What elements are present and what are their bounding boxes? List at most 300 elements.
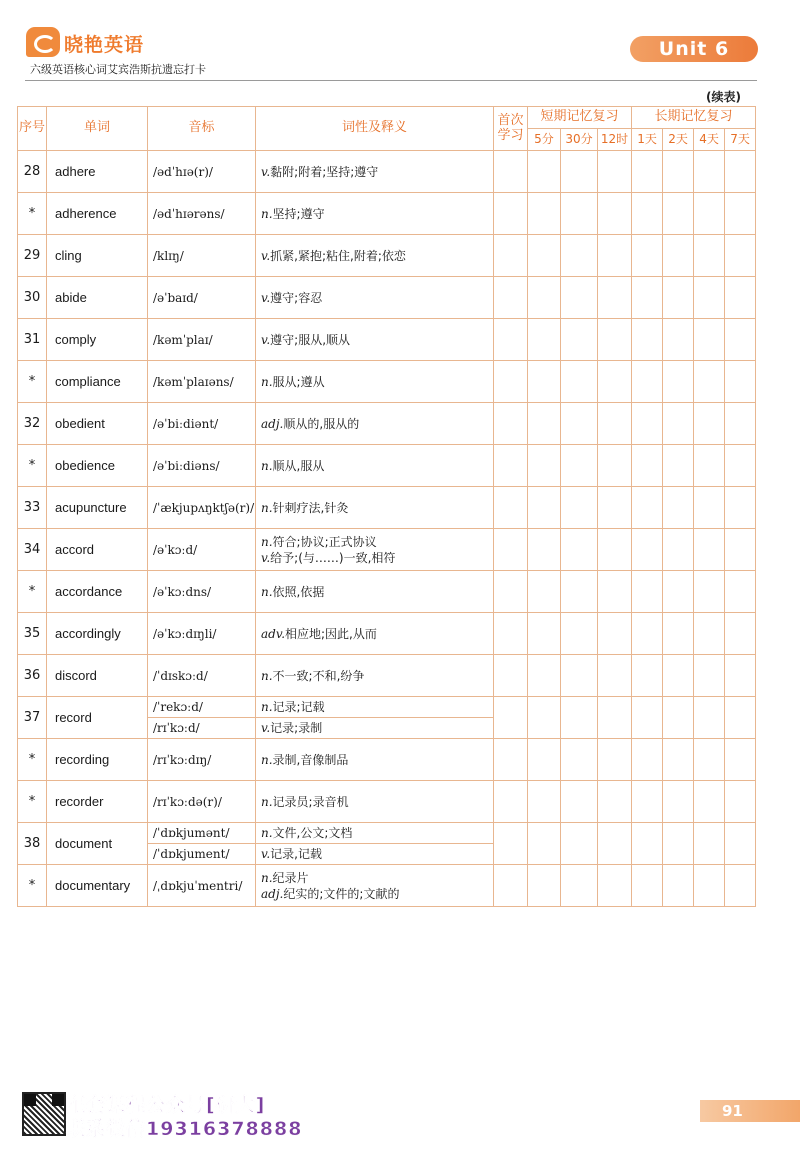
row-word: recording — [47, 739, 148, 781]
row-word: discord — [47, 655, 148, 697]
table-row — [18, 655, 756, 697]
definition-text: 依照,依据 — [272, 584, 325, 599]
row-index: 31 — [18, 319, 47, 361]
checkbox-cell[interactable] — [632, 865, 663, 907]
checkbox-cell[interactable] — [725, 277, 756, 319]
header-divider — [25, 80, 757, 81]
part-of-speech: n. — [261, 206, 273, 221]
checkbox-cell[interactable] — [561, 781, 598, 823]
checkbox-cell[interactable] — [528, 319, 561, 361]
checkbox-cell[interactable] — [694, 151, 725, 193]
part-of-speech: adv. — [261, 626, 286, 641]
table-row — [18, 235, 756, 277]
checkbox-cell[interactable] — [663, 319, 694, 361]
checkbox-cell[interactable] — [663, 403, 694, 445]
checkbox-cell[interactable] — [598, 613, 632, 655]
row-phonetic: /rɪˈkɔːdə(r)/ — [148, 781, 256, 823]
checkbox-cell[interactable] — [632, 739, 663, 781]
checkbox-cell[interactable] — [561, 445, 598, 487]
row-index: 34 — [18, 529, 47, 571]
checkbox-cell[interactable] — [598, 571, 632, 613]
row-index: * — [18, 571, 47, 613]
checkbox-cell[interactable] — [725, 739, 756, 781]
checkbox-cell[interactable] — [725, 823, 756, 865]
checkbox-cell[interactable] — [725, 571, 756, 613]
row-index: * — [18, 865, 47, 907]
row-index: * — [18, 361, 47, 403]
checkbox-cell[interactable] — [561, 571, 598, 613]
row-index: 36 — [18, 655, 47, 697]
checkbox-cell[interactable] — [663, 739, 694, 781]
checkbox-cell[interactable] — [694, 697, 725, 739]
row-phonetic: /ˈdɒkjumənt/ — [148, 823, 256, 844]
checkbox-cell[interactable] — [561, 613, 598, 655]
row-phonetic: /ˈrekɔːd/ — [148, 697, 256, 718]
definition-text: 文件,公文;文档 — [272, 826, 353, 840]
row-word: accord — [47, 529, 148, 571]
checkbox-cell[interactable] — [663, 445, 694, 487]
row-word: accordingly — [47, 613, 148, 655]
definition-text: 遵守;容忍 — [270, 290, 323, 305]
checkbox-cell[interactable] — [663, 361, 694, 403]
checkbox-cell[interactable] — [694, 781, 725, 823]
qr-code-icon — [22, 1092, 66, 1136]
checkbox-cell[interactable] — [598, 193, 632, 235]
checkbox-cell[interactable] — [663, 865, 694, 907]
checkbox-cell[interactable] — [528, 865, 561, 907]
row-index: 35 — [18, 613, 47, 655]
definition-text: 纪录片 — [272, 870, 309, 885]
checkbox-cell[interactable] — [494, 235, 528, 277]
checkbox-cell[interactable] — [598, 319, 632, 361]
checkbox-cell[interactable] — [632, 403, 663, 445]
checkbox-cell[interactable] — [632, 445, 663, 487]
part-of-speech: n. — [261, 534, 273, 549]
row-word: documentary — [47, 865, 148, 907]
row-phonetic: /ˈækjupʌŋktʃə(r)/ — [148, 487, 256, 529]
checkbox-cell[interactable] — [494, 529, 528, 571]
definition-text: 遵守;服从,顺从 — [270, 332, 351, 347]
checkbox-cell[interactable] — [694, 403, 725, 445]
definition-text: 给予;(与……)一致,相符 — [270, 550, 396, 565]
part-of-speech: n. — [261, 826, 273, 840]
row-word: obedient — [47, 403, 148, 445]
row-definition — [256, 193, 494, 235]
header-word: 单词 — [47, 107, 148, 151]
checkbox-cell[interactable] — [528, 823, 561, 865]
row-index: * — [18, 739, 47, 781]
row-index: * — [18, 445, 47, 487]
row-definition — [256, 529, 494, 571]
row-definition — [256, 151, 494, 193]
definition-text: 记录;记载 — [272, 700, 325, 714]
row-definition — [256, 718, 494, 739]
checkbox-cell[interactable] — [561, 277, 598, 319]
checkbox-cell[interactable] — [694, 193, 725, 235]
checkbox-cell[interactable] — [494, 319, 528, 361]
checkbox-cell[interactable] — [725, 151, 756, 193]
checkbox-cell[interactable] — [694, 655, 725, 697]
brand-logo-icon — [26, 27, 60, 57]
book-subtitle: 六级英语核心词艾宾浩斯抗遗忘打卡 — [30, 63, 206, 76]
row-phonetic: /ˈdɒkjument/ — [148, 844, 256, 865]
checkbox-cell[interactable] — [494, 739, 528, 781]
header-interval-1d: 1天 — [632, 129, 663, 151]
checkbox-cell[interactable] — [528, 487, 561, 529]
table-row — [18, 781, 756, 823]
row-word: compliance — [47, 361, 148, 403]
checkbox-cell[interactable] — [663, 613, 694, 655]
checkbox-cell[interactable] — [494, 193, 528, 235]
table-row — [18, 193, 756, 235]
checkbox-cell[interactable] — [494, 823, 528, 865]
checkbox-cell[interactable] — [725, 235, 756, 277]
table-row — [18, 865, 756, 907]
row-phonetic: /əˈbiːdiənt/ — [148, 403, 256, 445]
definition-text: 坚持;遵守 — [272, 206, 325, 221]
checkbox-cell[interactable] — [561, 361, 598, 403]
checkbox-cell[interactable] — [561, 739, 598, 781]
header-interval-4d: 4天 — [694, 129, 725, 151]
part-of-speech: n. — [261, 794, 273, 809]
checkbox-cell[interactable] — [725, 487, 756, 529]
row-definition — [256, 403, 494, 445]
checkbox-cell[interactable] — [663, 235, 694, 277]
checkbox-cell[interactable] — [528, 571, 561, 613]
checkbox-cell[interactable] — [632, 361, 663, 403]
row-index: * — [18, 193, 47, 235]
checkbox-cell[interactable] — [694, 277, 725, 319]
checkbox-cell[interactable] — [598, 865, 632, 907]
checkbox-cell[interactable] — [632, 571, 663, 613]
row-phonetic: /əˈkɔːdɪŋli/ — [148, 613, 256, 655]
checkbox-cell[interactable] — [598, 403, 632, 445]
vocabulary-table — [17, 106, 756, 907]
header-interval-30min: 30分 — [561, 129, 598, 151]
checkbox-cell[interactable] — [663, 571, 694, 613]
checkbox-cell[interactable] — [598, 697, 632, 739]
row-word: obedience — [47, 445, 148, 487]
row-definition — [256, 571, 494, 613]
checkbox-cell[interactable] — [528, 151, 561, 193]
row-index: 37 — [18, 697, 47, 739]
checkbox-cell[interactable] — [598, 151, 632, 193]
header-long-term: 长期记忆复习 — [632, 107, 756, 129]
continued-label: (续表) — [706, 90, 741, 104]
footer-promo-line1: 配套课程公众号[研大] — [66, 1094, 266, 1116]
definition-text: 不一致;不和,纷争 — [272, 668, 365, 683]
checkbox-cell[interactable] — [528, 529, 561, 571]
checkbox-cell[interactable] — [694, 487, 725, 529]
row-word: recorder — [47, 781, 148, 823]
row-word: accordance — [47, 571, 148, 613]
row-phonetic: /kəmˈplaɪəns/ — [148, 361, 256, 403]
definition-text: 顺从的,服从的 — [283, 416, 360, 431]
footer-promo-line2: 联系微信19316378888 — [66, 1118, 303, 1140]
checkbox-cell[interactable] — [725, 613, 756, 655]
part-of-speech: v. — [261, 550, 271, 565]
checkbox-cell[interactable] — [725, 655, 756, 697]
vocabulary-rows — [18, 151, 756, 907]
unit-badge: Unit 6 — [630, 36, 758, 62]
checkbox-cell[interactable] — [561, 529, 598, 571]
table-row — [18, 445, 756, 487]
row-index: 38 — [18, 823, 47, 865]
row-definition — [256, 487, 494, 529]
checkbox-cell[interactable] — [632, 613, 663, 655]
checkbox-cell[interactable] — [725, 529, 756, 571]
row-word: adhere — [47, 151, 148, 193]
row-definition — [256, 613, 494, 655]
row-index: 29 — [18, 235, 47, 277]
checkbox-cell[interactable] — [598, 361, 632, 403]
definition-text: 相应地;因此,从而 — [285, 626, 377, 641]
header-interval-2d: 2天 — [663, 129, 694, 151]
checkbox-cell[interactable] — [725, 781, 756, 823]
checkbox-cell[interactable] — [632, 319, 663, 361]
row-definition — [256, 781, 494, 823]
checkbox-cell[interactable] — [528, 235, 561, 277]
row-word: record — [47, 697, 148, 739]
checkbox-cell[interactable] — [694, 571, 725, 613]
checkbox-cell[interactable] — [561, 319, 598, 361]
definition-text: 服从;遵从 — [272, 374, 325, 389]
row-index: 33 — [18, 487, 47, 529]
part-of-speech: v. — [261, 847, 271, 861]
checkbox-cell[interactable] — [632, 487, 663, 529]
checkbox-cell[interactable] — [632, 151, 663, 193]
checkbox-cell[interactable] — [725, 319, 756, 361]
definition-text: 顺从,服从 — [272, 458, 325, 473]
checkbox-cell[interactable] — [528, 781, 561, 823]
checkbox-cell[interactable] — [694, 613, 725, 655]
row-word: cling — [47, 235, 148, 277]
checkbox-cell[interactable] — [528, 613, 561, 655]
checkbox-cell[interactable] — [725, 445, 756, 487]
header-interval-7d: 7天 — [725, 129, 756, 151]
checkbox-cell[interactable] — [663, 697, 694, 739]
table-row — [18, 697, 756, 718]
definition-text: 黏附;附着;坚持;遵守 — [270, 164, 379, 179]
part-of-speech: n. — [261, 700, 273, 714]
table-row — [18, 319, 756, 361]
definition-text: 记录员;录音机 — [272, 794, 349, 809]
checkbox-cell[interactable] — [528, 739, 561, 781]
checkbox-cell[interactable] — [528, 361, 561, 403]
row-index: * — [18, 781, 47, 823]
checkbox-cell[interactable] — [494, 277, 528, 319]
checkbox-cell[interactable] — [561, 487, 598, 529]
definition-text: 纪实的;文件的;文献的 — [283, 886, 400, 901]
checkbox-cell[interactable] — [494, 655, 528, 697]
checkbox-cell[interactable] — [663, 151, 694, 193]
checkbox-cell[interactable] — [561, 865, 598, 907]
checkbox-cell[interactable] — [528, 403, 561, 445]
row-phonetic: /əˈbiːdiəns/ — [148, 445, 256, 487]
checkbox-cell[interactable] — [632, 235, 663, 277]
row-phonetic: /ədˈhɪərəns/ — [148, 193, 256, 235]
checkbox-cell[interactable] — [663, 655, 694, 697]
row-definition — [256, 235, 494, 277]
checkbox-cell[interactable] — [561, 655, 598, 697]
checkbox-cell[interactable] — [725, 361, 756, 403]
checkbox-cell[interactable] — [494, 361, 528, 403]
table-row — [18, 487, 756, 529]
checkbox-cell[interactable] — [725, 403, 756, 445]
checkbox-cell[interactable] — [494, 487, 528, 529]
header-phonetic: 音标 — [148, 107, 256, 151]
definition-text: 记录;录制 — [270, 721, 323, 735]
checkbox-cell[interactable] — [494, 445, 528, 487]
row-phonetic: /ˈdɪskɔːd/ — [148, 655, 256, 697]
checkbox-cell[interactable] — [725, 697, 756, 739]
checkbox-cell[interactable] — [663, 781, 694, 823]
definition-text: 抓紧,紧抱;粘住,附着;依恋 — [270, 248, 406, 263]
part-of-speech: v. — [261, 164, 271, 179]
row-definition — [256, 697, 494, 718]
definition-text: 针刺疗法,针灸 — [272, 500, 349, 515]
checkbox-cell[interactable] — [632, 277, 663, 319]
row-definition — [256, 277, 494, 319]
checkbox-cell[interactable] — [528, 697, 561, 739]
table-row — [18, 361, 756, 403]
checkbox-cell[interactable] — [561, 235, 598, 277]
row-definition — [256, 739, 494, 781]
definition-text: 记录,记载 — [270, 847, 322, 861]
row-definition — [256, 865, 494, 907]
checkbox-cell[interactable] — [528, 193, 561, 235]
row-word: document — [47, 823, 148, 865]
checkbox-cell[interactable] — [494, 781, 528, 823]
part-of-speech: v. — [261, 721, 271, 735]
brand-name: 晓艳英语 — [64, 34, 145, 56]
checkbox-cell[interactable] — [598, 487, 632, 529]
part-of-speech: n. — [261, 870, 273, 885]
part-of-speech: adj. — [261, 416, 284, 431]
row-definition — [256, 823, 494, 844]
checkbox-cell[interactable] — [598, 781, 632, 823]
row-phonetic: /klɪŋ/ — [148, 235, 256, 277]
checkbox-cell[interactable] — [694, 319, 725, 361]
checkbox-cell[interactable] — [632, 781, 663, 823]
checkbox-cell[interactable] — [663, 529, 694, 571]
checkbox-cell[interactable] — [694, 361, 725, 403]
table-row — [18, 823, 756, 844]
part-of-speech: n. — [261, 668, 273, 683]
part-of-speech: n. — [261, 584, 273, 599]
checkbox-cell[interactable] — [494, 697, 528, 739]
table-row — [18, 529, 756, 571]
table-row — [18, 151, 756, 193]
row-index: 32 — [18, 403, 47, 445]
checkbox-cell[interactable] — [561, 823, 598, 865]
row-definition — [256, 361, 494, 403]
part-of-speech: n. — [261, 458, 273, 473]
row-definition — [256, 445, 494, 487]
checkbox-cell[interactable] — [694, 445, 725, 487]
checkbox-cell[interactable] — [694, 529, 725, 571]
checkbox-cell[interactable] — [528, 277, 561, 319]
checkbox-cell[interactable] — [725, 193, 756, 235]
part-of-speech: n. — [261, 752, 273, 767]
header-short-term: 短期记忆复习 — [528, 107, 632, 129]
table-row — [18, 403, 756, 445]
checkbox-cell[interactable] — [694, 865, 725, 907]
checkbox-cell[interactable] — [663, 193, 694, 235]
checkbox-cell[interactable] — [494, 571, 528, 613]
checkbox-cell[interactable] — [494, 403, 528, 445]
header-first-study: 首次学习 — [494, 107, 528, 151]
part-of-speech: v. — [261, 248, 271, 263]
part-of-speech: adj. — [261, 886, 284, 901]
checkbox-cell[interactable] — [561, 403, 598, 445]
table-row — [18, 277, 756, 319]
checkbox-cell[interactable] — [561, 193, 598, 235]
row-word: comply — [47, 319, 148, 361]
checkbox-cell[interactable] — [694, 739, 725, 781]
page-number: 91 — [700, 1100, 800, 1122]
header-interval-12h: 12时 — [598, 129, 632, 151]
row-phonetic: /əˈkɔːd/ — [148, 529, 256, 571]
checkbox-cell[interactable] — [632, 697, 663, 739]
checkbox-cell[interactable] — [528, 445, 561, 487]
header-definition: 词性及释义 — [256, 107, 494, 151]
part-of-speech: v. — [261, 332, 271, 347]
checkbox-cell[interactable] — [694, 823, 725, 865]
row-phonetic: /rɪˈkɔːdɪŋ/ — [148, 739, 256, 781]
checkbox-cell[interactable] — [663, 823, 694, 865]
checkbox-cell[interactable] — [598, 655, 632, 697]
checkbox-cell[interactable] — [632, 529, 663, 571]
table-row — [18, 613, 756, 655]
checkbox-cell[interactable] — [494, 865, 528, 907]
row-phonetic: /ˌdɒkjuˈmentri/ — [148, 865, 256, 907]
row-word: acupuncture — [47, 487, 148, 529]
checkbox-cell[interactable] — [561, 151, 598, 193]
checkbox-cell[interactable] — [694, 235, 725, 277]
header-index: 序号 — [18, 107, 47, 151]
checkbox-cell[interactable] — [632, 823, 663, 865]
checkbox-cell[interactable] — [725, 865, 756, 907]
checkbox-cell[interactable] — [598, 739, 632, 781]
checkbox-cell[interactable] — [663, 277, 694, 319]
row-phonetic: /əˈbaɪd/ — [148, 277, 256, 319]
checkbox-cell[interactable] — [561, 697, 598, 739]
row-definition — [256, 319, 494, 361]
definition-text: 录制,音像制品 — [272, 752, 349, 767]
checkbox-cell[interactable] — [528, 655, 561, 697]
definition-text: 符合;协议;正式协议 — [272, 534, 377, 549]
checkbox-cell[interactable] — [598, 529, 632, 571]
checkbox-cell[interactable] — [632, 655, 663, 697]
row-definition — [256, 655, 494, 697]
row-word: adherence — [47, 193, 148, 235]
part-of-speech: n. — [261, 374, 273, 389]
checkbox-cell[interactable] — [598, 277, 632, 319]
row-phonetic: /əˈkɔːdns/ — [148, 571, 256, 613]
table-row — [18, 739, 756, 781]
checkbox-cell[interactable] — [663, 487, 694, 529]
row-index: 30 — [18, 277, 47, 319]
checkbox-cell[interactable] — [598, 445, 632, 487]
row-word: abide — [47, 277, 148, 319]
checkbox-cell[interactable] — [598, 823, 632, 865]
checkbox-cell[interactable] — [494, 613, 528, 655]
checkbox-cell[interactable] — [494, 151, 528, 193]
row-definition — [256, 844, 494, 865]
checkbox-cell[interactable] — [632, 193, 663, 235]
checkbox-cell[interactable] — [598, 235, 632, 277]
